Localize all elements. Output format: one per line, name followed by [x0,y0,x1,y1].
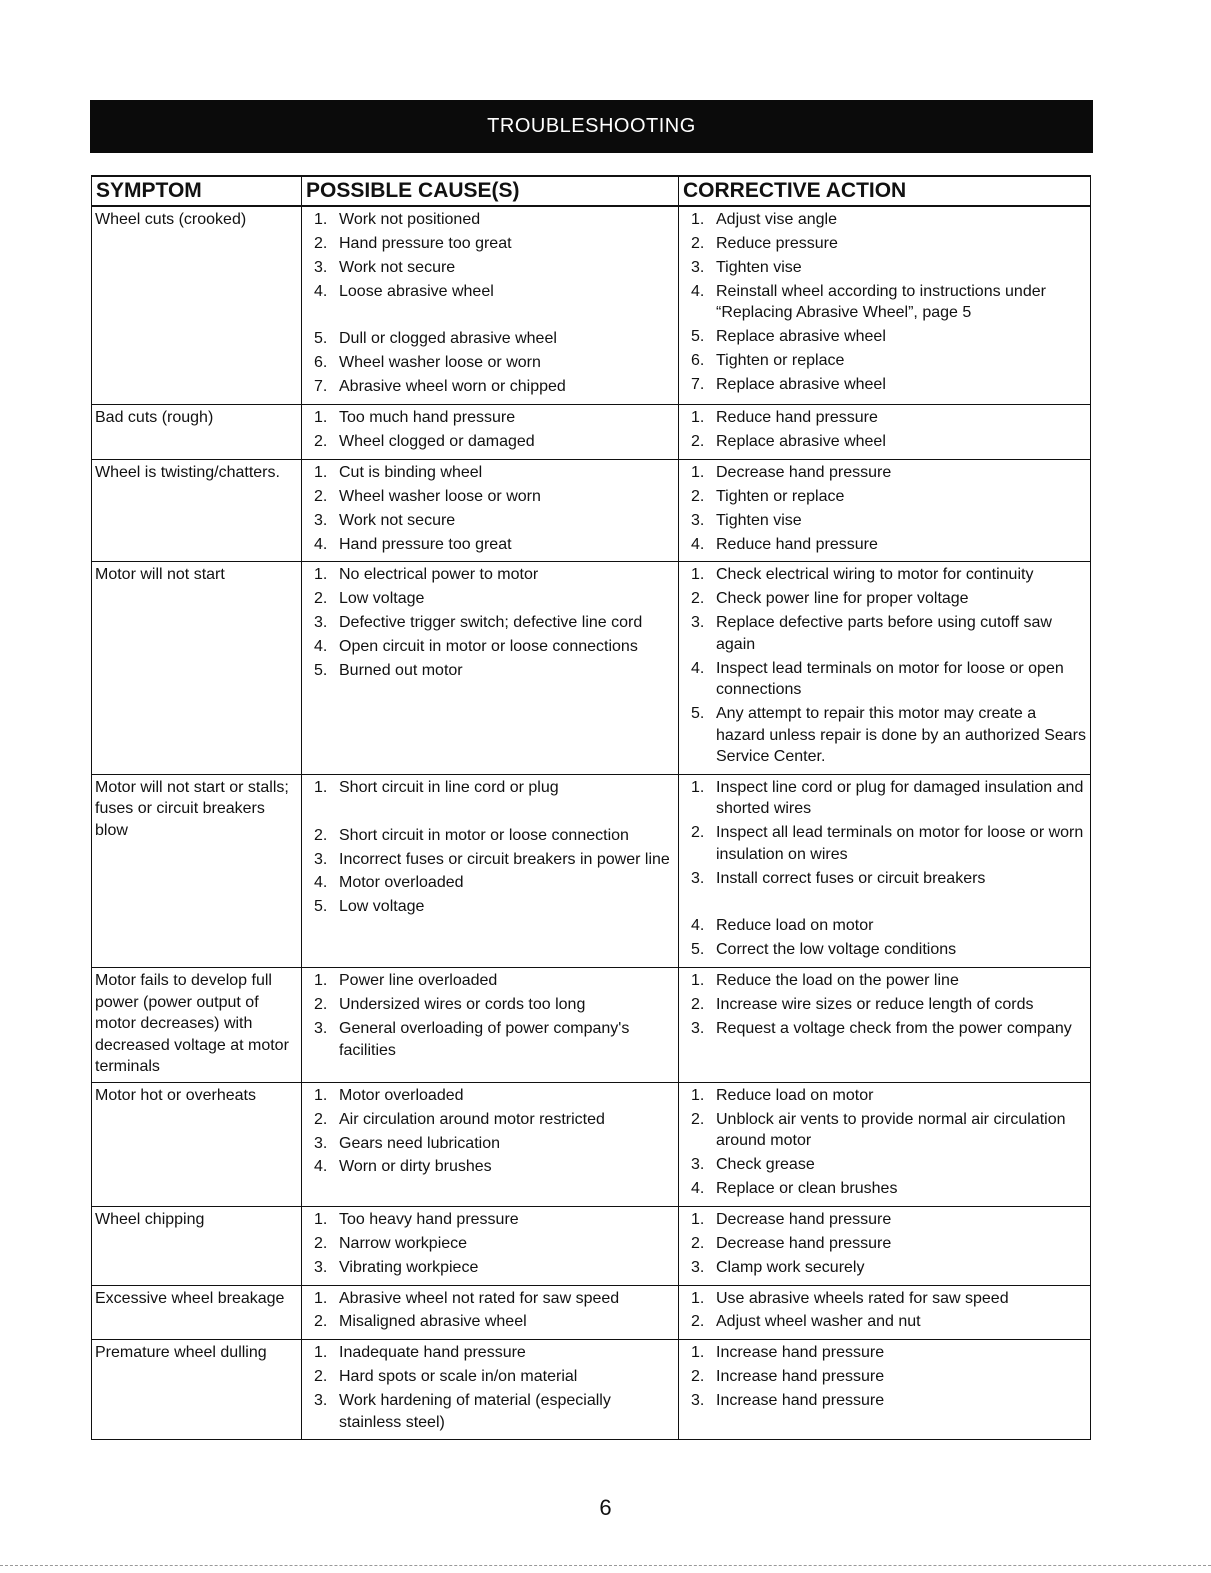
bottom-divider [0,1565,1211,1566]
cause-text: Motor overloaded [339,874,464,892]
cause-item [314,1311,674,1333]
action-number: 1. [691,566,705,584]
cause-list [314,407,674,452]
cause-number: 2. [314,1234,328,1252]
action-text: Unblock air vents to provide normal air circulation around motor [716,1110,1066,1150]
action-text: Use abrasive wheels rated for saw speed [716,1289,1009,1307]
action-number: 3. [691,1392,705,1410]
action-number: 6. [691,351,705,369]
action-number: 1. [691,1086,705,1104]
cause-item [314,825,674,847]
cause-number: 2. [314,487,328,505]
action-item [691,1154,1086,1176]
cause-item [314,305,674,327]
action-number: 2. [691,1368,705,1386]
cause-number: 1. [314,409,328,427]
action-list [691,564,1086,767]
cause-item [314,1018,674,1061]
symptom-cell: Motor fails to develop full power (power output of motor decreases) with decreased voltage at motor terminals [91,968,301,1082]
cause-item [314,1209,674,1231]
cause-item [314,352,674,374]
action-item [691,407,1086,429]
symptom-cell: Motor will not start [91,562,301,773]
action-number: 1. [691,1210,705,1228]
action-text: Request a voltage check from the power company [716,1020,1072,1038]
cause-number: 2. [314,826,328,844]
cause-number: 1. [314,566,328,584]
corrective-action-cell [678,968,1091,1082]
cause-number: 5. [314,898,328,916]
cause-item [314,588,674,610]
action-text: Reduce load on motor [716,1086,874,1104]
cause-text: Defective trigger switch; defective line cord [339,614,643,632]
table-row [91,207,1091,405]
action-item [691,1288,1086,1310]
action-item [691,1342,1086,1364]
possible-cause-cell [301,207,678,404]
cause-text: Work not positioned [339,211,481,228]
cause-text: Open circuit in motor or loose connections [339,638,638,656]
symptom-cell: Wheel chipping [91,1207,301,1285]
action-text: Reduce load on motor [716,917,874,935]
action-number: 1. [691,409,705,427]
page-number: 6 [599,1495,612,1520]
cause-text: Air circulation around motor restricted [339,1110,605,1128]
cause-list [314,1288,674,1333]
cause-number: 2. [314,234,328,252]
possible-cause-cell [301,460,678,562]
cause-list [314,564,674,681]
action-list [691,407,1086,452]
action-number: 3. [691,1020,705,1038]
cause-text: Too heavy hand pressure [339,1210,519,1228]
cause-text: Burned out motor [339,662,463,680]
action-text: Replace abrasive wheel [716,375,886,393]
action-item [691,1178,1086,1200]
cause-item [314,281,674,303]
header-symptom: SYMPTOM [91,177,301,205]
cause-number: 4. [314,282,328,300]
cause-item [314,564,674,586]
cause-number: 7. [314,378,328,396]
cause-text: Low voltage [339,898,425,916]
corrective-action-cell [678,1340,1091,1439]
cause-list [314,1085,674,1178]
corrective-action-cell [678,1083,1091,1206]
cause-item [314,970,674,992]
cause-item [314,407,674,429]
action-number: 2. [691,234,705,252]
action-number: 4. [691,535,705,553]
cause-number: 1. [314,1344,328,1362]
cause-text: Power line overloaded [339,972,498,990]
action-item [691,233,1086,255]
action-text: Reduce hand pressure [716,535,878,553]
corrective-action-cell [678,207,1091,404]
action-text: Reduce hand pressure [716,409,878,427]
action-list [691,1209,1086,1278]
page-title: TROUBLESHOOTING [90,100,1093,153]
action-list [691,1288,1086,1333]
action-number: 1. [691,778,705,796]
action-item [691,1366,1086,1388]
action-number: 1. [691,463,705,481]
action-item [691,510,1086,532]
corrective-action-cell [678,1207,1091,1285]
action-number: 4. [691,917,705,935]
corrective-action-cell [678,460,1091,562]
cause-number: 3. [314,1392,328,1410]
table-row [91,460,1091,563]
corrective-action-cell [678,1286,1091,1340]
cause-number: 4. [314,535,328,553]
possible-cause-cell [301,775,678,967]
action-text: Increase hand pressure [716,1392,885,1410]
cause-text: Loose abrasive wheel [339,282,494,300]
cause-text: No electrical power to motor [339,566,539,584]
cause-item [314,328,674,350]
action-number: 3. [691,258,705,276]
action-number: 5. [691,705,705,723]
cause-list [314,777,674,918]
cause-text: Incorrect fuses or circuit breakers in power line [339,850,670,868]
cause-item [314,462,674,484]
cause-text: Inadequate hand pressure [339,1344,526,1362]
cause-number: 2. [314,433,328,451]
corrective-action-cell [678,775,1091,967]
cause-number: 6. [314,354,328,372]
cause-number: 5. [314,330,328,348]
action-list [691,1342,1086,1411]
action-number: 3. [691,614,705,632]
action-list [691,777,1086,961]
table-row [91,1083,1091,1207]
action-number: 7. [691,375,705,393]
cause-text: Abrasive wheel not rated for saw speed [339,1289,620,1307]
cause-item [314,1257,674,1279]
action-item [691,1390,1086,1412]
cause-text: Motor overloaded [339,1086,464,1104]
cause-number: 5. [314,662,328,680]
action-list [691,209,1086,395]
cause-item [314,849,674,871]
action-list [691,462,1086,555]
cause-list [314,1342,674,1433]
action-item [691,658,1086,701]
action-number: 1. [691,1289,705,1307]
action-number: 4. [691,282,705,300]
cause-number: 1. [314,211,328,228]
table-header-row [91,175,1091,207]
symptom-cell: Motor hot or overheats [91,1083,301,1206]
cause-number: 3. [314,850,328,868]
cause-text: Work not secure [339,511,456,529]
table-row [91,405,1091,460]
cause-number: 1. [314,1210,328,1228]
cause-item [314,777,674,799]
table-row [91,1340,1091,1440]
cause-item [314,1342,674,1364]
cause-text: Work hardening of material (especially stainless steel) [339,1392,611,1431]
cause-item [314,612,674,634]
action-item [691,1209,1086,1231]
action-item [691,326,1086,348]
action-text: Decrease hand pressure [716,1234,892,1252]
action-text: Tighten or replace [716,351,845,369]
header-corrective-action: CORRECTIVE ACTION [678,177,1091,205]
cause-item [314,257,674,279]
action-item [691,1311,1086,1333]
cause-number: 3. [314,1258,328,1276]
action-number: 2. [691,590,705,608]
cause-text: Gears need lubrication [339,1134,500,1152]
cause-item [314,636,674,658]
cause-number: 3. [314,1134,328,1152]
action-item [691,374,1086,396]
cause-text: Hand pressure too great [339,234,512,252]
cause-number: 2. [314,590,328,608]
cause-number: 1. [314,1086,328,1104]
action-text: Tighten vise [716,511,802,529]
cause-text: Wheel washer loose or worn [339,487,541,505]
action-number: 1. [691,1344,705,1362]
action-text: Correct the low voltage conditions [716,941,957,959]
action-item [691,281,1086,324]
cause-item [314,1085,674,1107]
cause-item [314,1390,674,1433]
cause-number: 3. [314,1020,328,1038]
action-number: 2. [691,487,705,505]
cause-text: Work not secure [339,258,456,276]
corrective-action-cell [678,562,1091,773]
table-row [91,1207,1091,1286]
action-text: Increase hand pressure [716,1344,885,1362]
table-row [91,968,1091,1083]
action-item [691,534,1086,556]
action-text: Reduce the load on the power line [716,972,959,990]
action-number: 3. [691,1258,705,1276]
action-item [691,703,1086,768]
action-item [691,257,1086,279]
cause-item [314,431,674,453]
cause-item [314,510,674,532]
action-text: Check electrical wiring to motor for continuity [716,566,1034,584]
cause-item [314,660,674,682]
cause-text: Narrow workpiece [339,1234,468,1252]
table-row [91,562,1091,774]
header-possible-causes: POSSIBLE CAUSE(S) [301,177,678,205]
action-text: Replace defective parts before using cutoff saw again [716,614,1052,653]
action-text: Decrease hand pressure [716,463,892,481]
cause-text: Short circuit in line cord or plug [339,778,559,796]
action-text: Reduce pressure [716,234,838,252]
cause-item [314,994,674,1016]
action-text: Tighten vise [716,258,802,276]
cause-text: Vibrating workpiece [339,1258,479,1276]
cause-item [314,534,674,556]
action-item [691,1109,1086,1152]
cause-list [314,462,674,555]
cause-text: General overloading of power company's facilities [339,1020,630,1059]
cause-item [314,1156,674,1178]
action-item [691,1233,1086,1255]
action-item [691,486,1086,508]
cause-item [314,872,674,894]
action-number: 3. [691,511,705,529]
action-item [691,209,1086,231]
cause-text: Low voltage [339,590,425,608]
action-number: 4. [691,659,705,677]
action-list [691,1085,1086,1200]
symptom-cell: Motor will not start or stalls; fuses or circuit breakers blow [91,775,301,967]
cause-list [314,209,674,398]
action-item [691,564,1086,586]
symptom-cell: Wheel is twisting/chatters. [91,460,301,562]
action-number: 4. [691,1179,705,1197]
action-number: 1. [691,972,705,990]
action-item [691,462,1086,484]
cause-item [314,376,674,398]
action-number: 3. [691,1156,705,1174]
cause-number: 3. [314,511,328,529]
possible-cause-cell [301,1207,678,1285]
cause-number: 4. [314,638,328,656]
cause-item [314,896,674,918]
table-row [91,1286,1091,1341]
cause-text: Cut is binding wheel [339,463,483,481]
cause-text: Misaligned abrasive wheel [339,1313,527,1331]
action-item [691,588,1086,610]
action-text: Increase hand pressure [716,1368,885,1386]
possible-cause-cell [301,1083,678,1206]
action-text: Increase wire sizes or reduce length of cords [716,996,1034,1014]
possible-cause-cell [301,405,678,459]
symptom-cell: Wheel cuts (crooked) [91,207,301,404]
cause-item [314,1288,674,1310]
action-number: 2. [691,1110,705,1128]
table-row [91,775,1091,968]
cause-text: Dull or clogged abrasive wheel [339,330,557,348]
cause-item [314,1366,674,1388]
action-text: Decrease hand pressure [716,1210,892,1228]
action-number: 2. [691,433,705,451]
symptom-cell: Bad cuts (rough) [91,405,301,459]
action-text: Reinstall wheel according to instructions under “Replacing Abrasive Wheel”, page 5 [716,282,1046,322]
cause-item [314,1109,674,1131]
action-text: Replace or clean brushes [716,1179,898,1197]
action-number: 2. [691,1313,705,1331]
cause-number: 2. [314,1313,328,1331]
action-text: Inspect line cord or plug for damaged insulation and shorted wires [716,778,1084,818]
action-item [691,994,1086,1016]
cause-item [314,801,674,823]
cause-text: Short circuit in motor or loose connection [339,826,629,844]
action-number: 3. [691,869,705,887]
action-item [691,777,1086,820]
cause-number: 2. [314,1368,328,1386]
symptom-cell: Premature wheel dulling [91,1340,301,1439]
cause-text: Worn or dirty brushes [339,1158,492,1176]
cause-item [314,233,674,255]
action-text: Inspect all lead terminals on motor for loose or worn insulation on wires [716,824,1084,863]
corrective-action-cell [678,405,1091,459]
action-text: Check grease [716,1156,815,1174]
possible-cause-cell [301,562,678,773]
action-number: 5. [691,328,705,346]
action-item [691,822,1086,865]
cause-text: Too much hand pressure [339,409,516,427]
symptom-cell: Excessive wheel breakage [91,1286,301,1340]
action-number: 2. [691,1234,705,1252]
cause-number: 4. [314,1158,328,1176]
action-text: Adjust wheel washer and nut [716,1313,921,1331]
cause-text: Abrasive wheel worn or chipped [339,378,566,396]
action-item [691,1085,1086,1107]
action-text: Inspect lead terminals on motor for loose or open connections [716,659,1064,699]
cause-text: Wheel clogged or damaged [339,433,535,451]
action-item [691,612,1086,655]
action-text: Clamp work securely [716,1258,865,1276]
cause-number: 3. [314,258,328,276]
action-item [691,892,1086,914]
action-item [691,350,1086,372]
action-item [691,868,1086,890]
cause-text: Hard spots or scale in/on material [339,1368,578,1386]
action-item [691,1257,1086,1279]
action-text: Replace abrasive wheel [716,433,886,451]
action-list [691,970,1086,1039]
action-item [691,915,1086,937]
action-item [691,970,1086,992]
cause-text: Wheel washer loose or worn [339,354,541,372]
troubleshooting-table [91,175,1091,1440]
cause-number: 1. [314,972,328,990]
action-text: Check power line for proper voltage [716,590,969,608]
action-item [691,1018,1086,1040]
cause-number: 2. [314,1110,328,1128]
possible-cause-cell [301,1286,678,1340]
cause-number: 1. [314,1289,328,1307]
cause-number: 2. [314,996,328,1014]
action-item [691,939,1086,961]
possible-cause-cell [301,1340,678,1439]
action-number: 2. [691,996,705,1014]
action-text: Install correct fuses or circuit breakers [716,869,986,887]
cause-list [314,970,674,1061]
cause-number: 3. [314,614,328,632]
action-text: Replace abrasive wheel [716,328,886,346]
action-number: 1. [691,211,705,228]
action-number: 5. [691,941,705,959]
cause-item [314,209,674,231]
cause-item [314,1133,674,1155]
cause-number: 1. [314,463,328,481]
cause-text: Hand pressure too great [339,535,512,553]
action-number: 2. [691,824,705,842]
cause-item [314,486,674,508]
action-item [691,431,1086,453]
action-text: Any attempt to repair this motor may create a hazard unless repair is done by an authorized Sears Service Center. [716,705,1086,766]
cause-item [314,1233,674,1255]
possible-cause-cell [301,968,678,1082]
cause-number: 4. [314,874,328,892]
cause-text: Undersized wires or cords too long [339,996,586,1014]
action-text: Tighten or replace [716,487,845,505]
cause-number: 1. [314,778,328,796]
action-text: Adjust vise angle [716,211,837,228]
cause-list [314,1209,674,1278]
